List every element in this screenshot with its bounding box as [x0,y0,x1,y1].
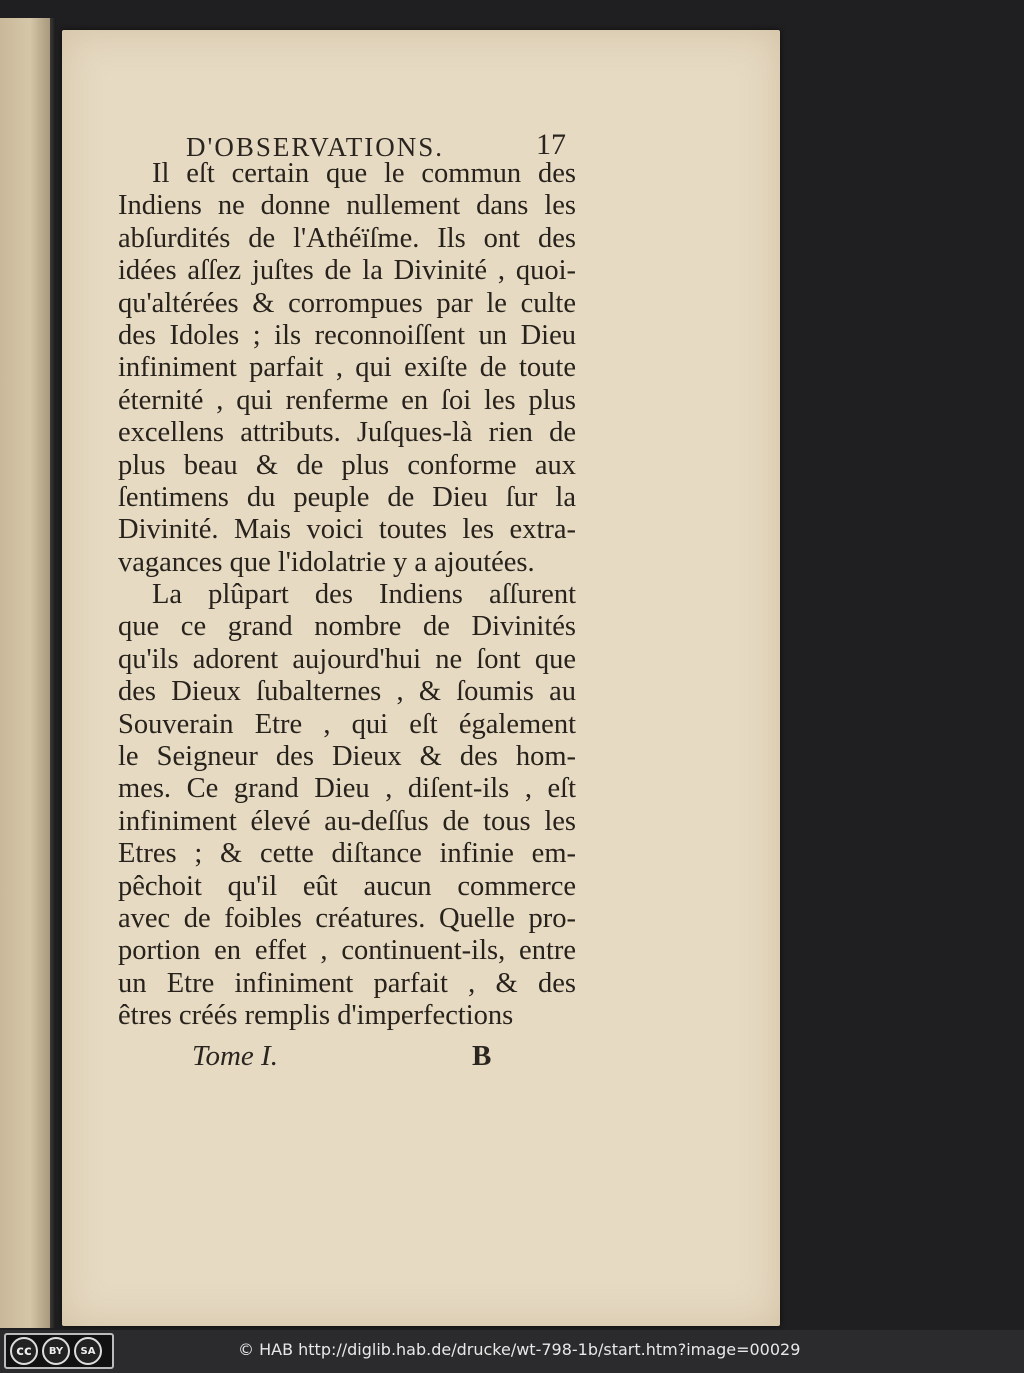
signature-mark: B [472,1040,492,1072]
volume-label: Tome I. [192,1040,278,1072]
text-line: excellens attributs. Juſques-là rien de [118,417,576,449]
page-footer [192,1040,502,1076]
page-body-text [118,158,576,1033]
cc-license-badge[interactable] [4,1333,114,1369]
text-line: vagances que l'idolatrie y a ajoutées. [118,546,535,578]
cc-icon: cc [10,1337,38,1365]
text-line: que ce grand nombre de Divinités [118,611,576,643]
facing-page-edge [0,18,52,1328]
text-line: La plûpart des Indiens aſſurent [152,579,576,611]
text-line: infiniment élevé au-deſſus de tous les [118,805,576,837]
text-line: plus beau & de plus conforme aux [118,449,576,481]
page-number: 17 [536,128,566,161]
by-icon: BY [42,1337,70,1365]
text-line: avec de foibles créatures. Quelle pro- [118,902,576,934]
text-line: qu'ils adorent aujourd'hui ne ſont que [118,643,576,675]
text-line: mes. Ce grand Dieu , diſent-ils , eſt [118,773,576,805]
text-line: des Idoles ; ils reconnoiſſent un Dieu [118,319,576,351]
license-bar [0,1330,1024,1373]
text-line: Il eſt certain que le commun des [152,158,576,189]
text-line: ſentimens du peuple de Dieu ſur la [118,481,576,513]
text-line: Souverain Etre , qui eſt également [118,708,576,740]
text-line: Etres ; & cette diſtance infinie em- [118,838,576,870]
text-line: un Etre infiniment parfait , & des [118,967,576,999]
text-line: Indiens ne donne nullement dans les [118,190,576,222]
text-line: Divinité. Mais voici toutes les extra- [118,514,576,546]
text-line: êtres créés remplis d'imperfections [118,1000,514,1032]
text-line: abſurdités de l'Athéïſme. Ils ont des [118,222,576,254]
text-line: des Dieux ſubalternes , & ſoumis au [118,676,576,708]
text-line: infiniment parfait , qui exiſte de toute [118,352,576,384]
text-line: idées aſſez juſtes de la Divinité , quoi- [118,255,576,287]
text-line: pêchoit qu'il eût aucun commerce [118,870,576,902]
source-credit[interactable]: © HAB http://diglib.hab.de/drucke/wt-798-1b/start.htm?image=00029 [238,1340,801,1359]
text-line: le Seigneur des Dieux & des hom- [118,741,576,773]
text-line: qu'altérées & corrompues par le culte [118,287,576,319]
text-line: éternité , qui renferme en ſoi les plus [118,384,576,416]
text-line: portion en effet , continuent-ils, entre [118,935,576,967]
sa-icon: SA [74,1337,102,1365]
running-head: D'OBSERVATIONS. [186,132,444,162]
